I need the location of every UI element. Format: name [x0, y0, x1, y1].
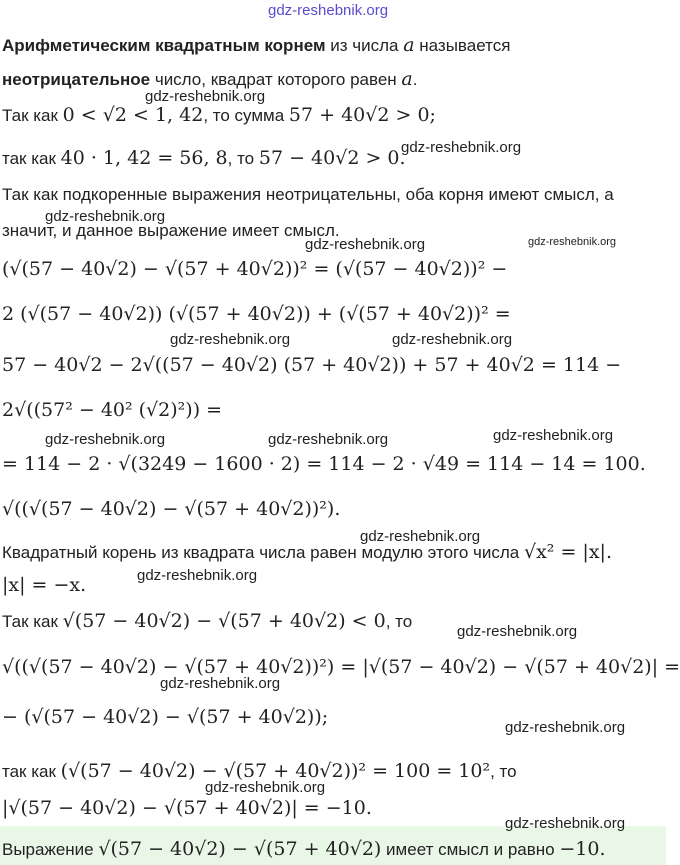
equation-line: |x| = −x.	[2, 574, 87, 596]
text-line: Так как подкоренные выражения неотрицательны, оба корня имеют смысл, а	[2, 185, 614, 204]
equation-line: √((√(57 − 40√2) − √(57 + 40√2))²).	[2, 498, 341, 520]
watermark: gdz-reshebnik.org	[305, 236, 426, 253]
watermark: gdz-reshebnik.org	[493, 427, 614, 444]
text-line: Квадратный корень из квадрата числа равен модулю этого числа √x² = |x|.	[2, 541, 612, 563]
equation-line: √((√(57 − 40√2) − √(57 + 40√2))²) = |√(57 − 40√2) − √(57 + 40√2)| =	[2, 656, 680, 678]
condition-line-2: так как 40 · 1, 42 = 56, 8, то 57 − 40√2 > 0.	[2, 147, 406, 169]
watermark: gdz-reshebnik.org	[145, 88, 266, 105]
equation-line: (√(57 − 40√2) − √(57 + 40√2))² = (√(57 − 40√2))² −	[2, 258, 508, 280]
text-line: так как (√(57 − 40√2) − √(57 + 40√2))² = 100 = 10², то	[2, 760, 517, 782]
definition-line-1: Арифметическим квадратным корнем из числа a называется	[2, 34, 511, 56]
watermark: gdz-reshebnik.org	[360, 528, 481, 545]
equation-line: 2√((57² − 40² (√2)²)) =	[2, 399, 223, 421]
watermark: gdz-reshebnik.org	[160, 675, 281, 692]
answer-line: Выражение √(57 − 40√2) − √(57 + 40√2) имеет смысл и равно −10.	[2, 838, 606, 860]
text-line: Так как √(57 − 40√2) − √(57 + 40√2) < 0, то	[2, 610, 413, 632]
watermark: gdz-reshebnik.org	[505, 719, 626, 736]
watermark: gdz-reshebnik.org	[392, 331, 513, 348]
equation-line: |√(57 − 40√2) − √(57 + 40√2)| = −10.	[2, 797, 372, 819]
watermark: gdz-reshebnik.org	[505, 815, 626, 832]
watermark: gdz-reshebnik.org	[268, 2, 389, 19]
watermark: gdz-reshebnik.org	[528, 236, 617, 248]
text-line: значит, и данное выражение имеет смысл.	[2, 221, 340, 240]
watermark: gdz-reshebnik.org	[170, 331, 291, 348]
equation-line: 57 − 40√2 − 2√((57 − 40√2) (57 + 40√2)) + 57 + 40√2 = 114 −	[2, 354, 622, 376]
equation-line: = 114 − 2 · √(3249 − 1600 · 2) = 114 − 2 · √49 = 114 − 14 = 100.	[2, 453, 646, 475]
watermark: gdz-reshebnik.org	[45, 431, 166, 448]
equation-line: − (√(57 − 40√2) − √(57 + 40√2));	[2, 706, 329, 728]
watermark: gdz-reshebnik.org	[457, 623, 578, 640]
watermark: gdz-reshebnik.org	[137, 567, 258, 584]
watermark: gdz-reshebnik.org	[45, 208, 166, 225]
watermark: gdz-reshebnik.org	[205, 779, 326, 796]
condition-line-1: Так как 0 < √2 < 1, 42, то сумма 57 + 40√2 > 0;	[2, 104, 436, 126]
equation-line: 2 (√(57 − 40√2)) (√(57 + 40√2)) + (√(57 + 40√2))² =	[2, 303, 511, 325]
watermark: gdz-reshebnik.org	[401, 139, 522, 156]
watermark: gdz-reshebnik.org	[268, 431, 389, 448]
definition-line-2: неотрицательное число, квадрат которого равен a.	[2, 68, 418, 90]
